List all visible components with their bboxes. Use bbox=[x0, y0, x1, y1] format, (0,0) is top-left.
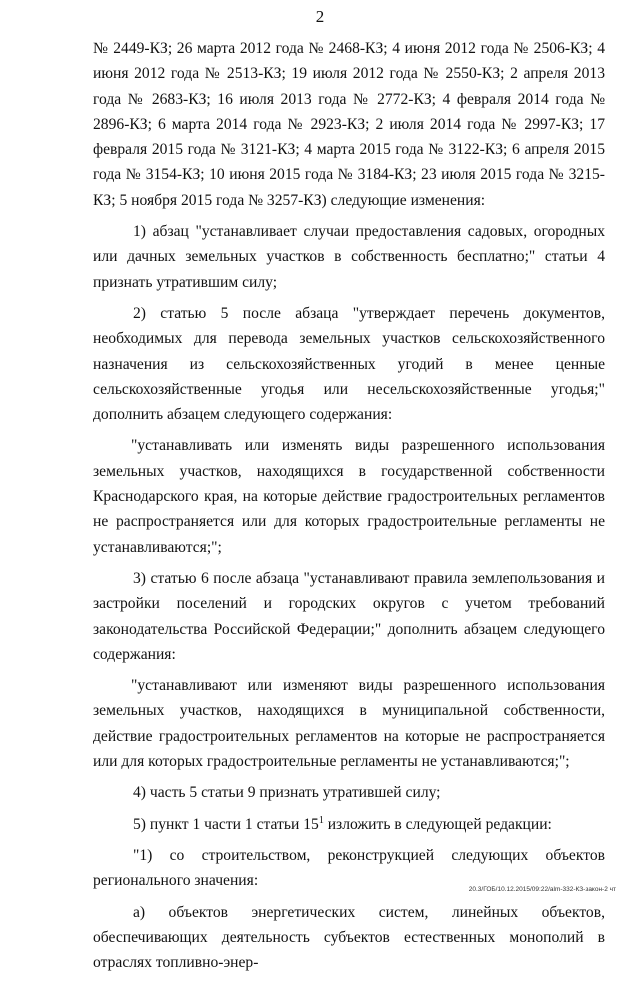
item-5-paragraph bbox=[93, 812, 605, 837]
page-number: 2 bbox=[315, 7, 325, 26]
item-4-paragraph: 4) часть 5 статьи 9 признать утратившей силу; bbox=[133, 784, 441, 802]
item-5-text-end: изложить в следующей редакции: bbox=[323, 815, 552, 833]
item-5-text-start: 5) пункт 1 части 1 статьи 15 bbox=[133, 815, 319, 833]
item-2-paragraph: 2) статью 5 после абзаца "утверждает перечень документов, необходимых для перевода земельных участков сельскохозяйственного назначения из сельскохозяйственных угодий в менее ценные сельскохозяйственные угодья или несельскохозяйственные угодья;" дополнить абзацем следующего содержания: bbox=[93, 304, 605, 424]
item-3-quote-paragraph: "устанавливают или изменяют виды разрешенного использования земельных участков, находящихся в муниципальной собственности, действие градостроительных регламентов на которые не распространяется или для которых градостроительные регламенты не устанавливаются;"; bbox=[93, 677, 605, 771]
document-body bbox=[93, 36, 605, 981]
article-superscript: 1 bbox=[318, 814, 324, 826]
sub-item-a-paragraph: а) объектов энергетических систем, линейных объектов, обеспечивающих деятельность субъектов естественных монополий в отраслях топливно-энер- bbox=[93, 903, 605, 972]
new-item-1-paragraph: "1) со строительством, реконструкцией следующих объектов регионального значения: bbox=[93, 846, 605, 890]
item-1-paragraph: 1) абзац "устанавливает случаи предоставления садовых, огородных или дачных земельных участков в собственность бесплатно;" статьи 4 признать утратившим силу; bbox=[93, 223, 605, 291]
amendment-list-paragraph: № 2449-КЗ; 26 марта 2012 года № 2468-КЗ; 4 июня 2012 года № 2506-КЗ; 4 июня 2012 года № 2513-КЗ; 19 июля 2012 года № 2550-КЗ; 2 апреля 2013 года № 2683-КЗ; 16 июля 2013 года № 2772-КЗ; 4 февраля 2014 года № 2896-КЗ; 6 марта 2014 года № 2923-КЗ; 2 июля 2014 года № 2997-КЗ; 17 февраля 2015 года № 3121-КЗ; 4 марта 2015 года № 3122-КЗ; 6 апреля 2015 года № 3154-КЗ; 10 июня 2015 года № 3184-КЗ; 23 июля 2015 года № 3215-КЗ; 5 ноября 2015 года № 3257-КЗ) следующие изменения: bbox=[93, 40, 605, 209]
footer-document-code: 20.3/ГОБ/10.12.2015/09:22/аlm-332-КЗ-закон-2 чт bbox=[468, 886, 616, 893]
item-2-quote-paragraph: "устанавливать или изменять виды разрешенного использования земельных участков, находящихся в государственной собственности Краснодарского края, на которые действие градостроительных регламентов не распространяется или для которых градостроительные регламенты не устанавливаются;"; bbox=[93, 437, 605, 556]
item-3-paragraph: 3) статью 6 после абзаца "устанавливают правила землепользования и застройки поселений и городских округов с учетом требований законодательства Российской Федерации;" дополнить абзацем следующего содержания: bbox=[93, 569, 605, 663]
